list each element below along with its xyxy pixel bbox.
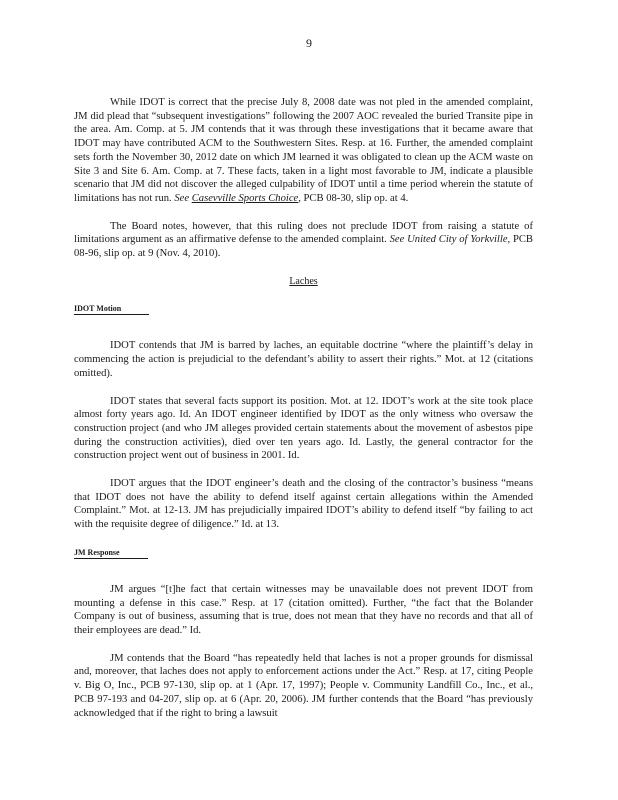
subheading-jm-response: JM Response	[74, 547, 148, 559]
paragraph-idot-contends: IDOT contends that JM is barred by laches, an equitable doctrine “where the plaintiff’s delay in commencing the action is prejudicial to the defendant’s ability to assert their rights.” Mot. at 12 (citations omitted).	[74, 340, 533, 379]
case-citation: Casevville Sports Choice	[191, 192, 299, 204]
page-number: 9	[306, 36, 312, 50]
paragraph-idot-argues: IDOT argues that the IDOT engineer’s death and the closing of the contractor’s business “means that IDOT does not have the ability to defend itself against certain allegations within the Amended Complaint.” Mot. at 12-13. JM has prejudicially impaired IDOT’s ability to defend itself “by failing to act with the requisite degree of diligence.” Id. at 13.	[74, 478, 533, 531]
paragraph-board-notes: The Board notes, however, that this ruling does not preclude IDOT from raising a statute of limitations argument as an affirmative defense to the amended complaint. See United City of Yorkville, PCB 08-96, slip op. at 9 (Nov. 4, 2010).	[74, 220, 534, 260]
section-heading-laches: Laches	[289, 275, 318, 287]
paragraph-jm-argues: JM argues “[t]he fact that certain witnesses may be unavailable does not prevent IDOT from mounting a defense in this case.” Resp. at 17 (citation omitted). Further, “the fact that the Bolander Company is out of business, assuming that is true, does not mean that they have no records and that all of their employees are dead.” Id.	[74, 583, 533, 636]
paragraph-discovery-of-culpability: While IDOT is correct that the precise July 8, 2008 date was not pled in the amended complaint, JM did plead that “subsequent investigations” following the 2007 AOC revealed the buried Transite pipe in the area. Am. Comp. at 5. JM contends that it was through these investigations that it became aware that IDOT may have contributed ACM to the Southwestern Sites. Resp. at 16. Further, the amended complaint sets forth the November 30, 2012 date on which JM learned it was obligated to clean up the ACM waste on Site 3 and Site 6. Am. Comp. at 7. These facts, taken in a light most favorable to JM, indicate a plausible scenario that JM did not discover the alleged culpability of IDOT until a time period wherein the statute of limitations has not run. See Casevville Sports Choice, PCB 08-30, slip op. at 4.	[74, 97, 533, 204]
paragraph-idot-states: IDOT states that several facts support its position. Mot. at 12. IDOT’s work at the site took place almost forty years ago. Id. An IDOT engineer identified by IDOT as the only witness who oversaw the construction project (and who JM alleges provided certain statements about the movement of asbestos pipe during the construction activities), died over ten years ago. Id. Lastly, the general contractor for the construction project went out of business in 2001. Id.	[74, 395, 533, 462]
subheading-idot-motion: IDOT Motion	[74, 303, 149, 315]
paragraph-jm-contends: JM contends that the Board “has repeatedly held that laches is not a proper grounds for dismissal and, moreover, that laches does not apply to enforcement actions under the Act.” Resp. at 17, citing People v. Big O, Inc., PCB 97-130, slip op. at 1 (Apr. 17, 1997); People v. Community Landfill Co., Inc., et al., PCB 97-193 and 04-207, slip op. at 6 (Apr. 20, 2006). JM further contends that the Board “has previously acknowledged that if the right to bring a lawsuit	[74, 652, 533, 719]
document-body	[74, 96, 533, 734]
case-citation: United City of Yorkville	[407, 234, 508, 246]
